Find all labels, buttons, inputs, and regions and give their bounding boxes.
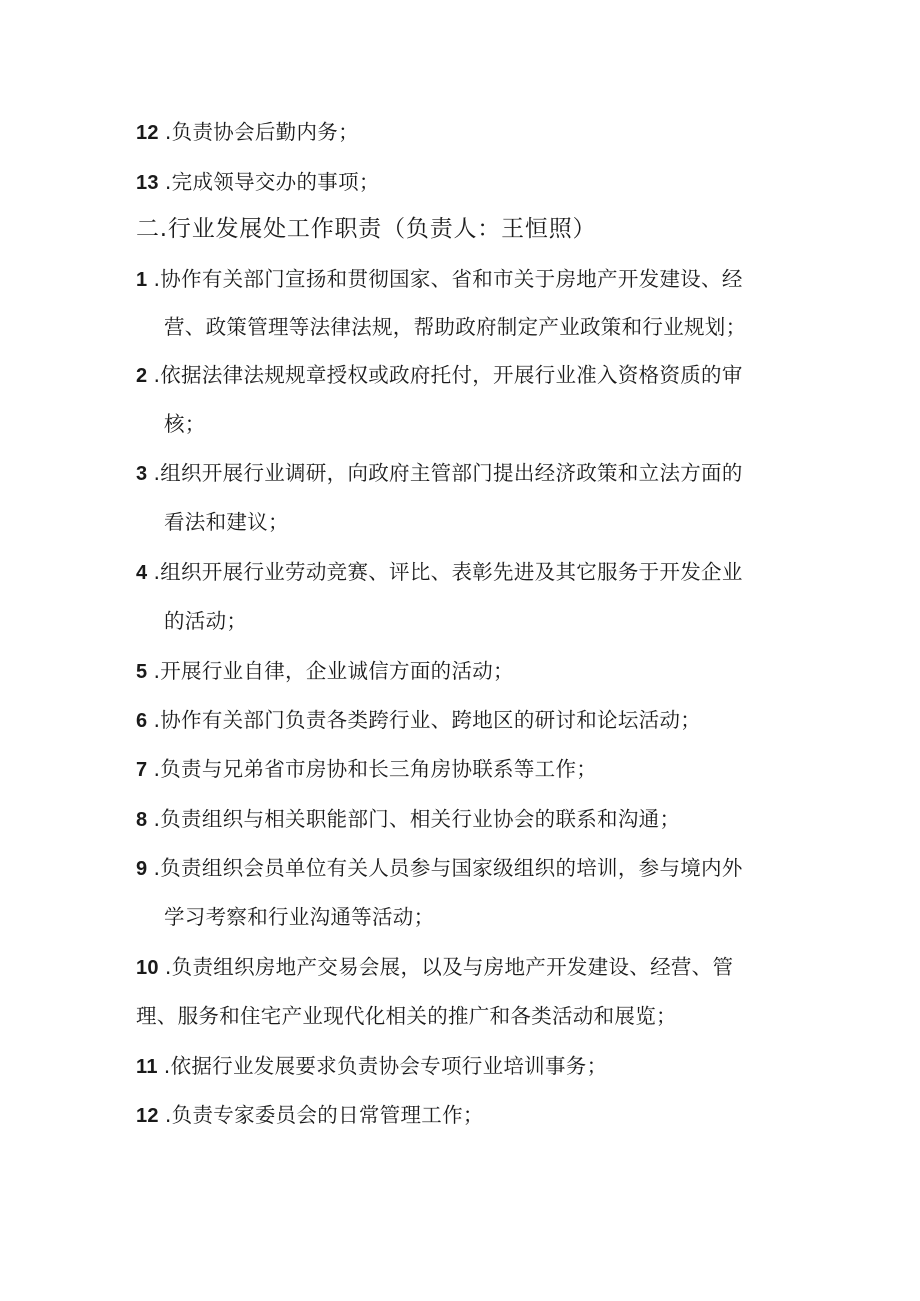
item-text: .负责与兄弟省市房协和长三角房协联系等工作； [153,757,598,781]
item-text: .依据法律法规规章授权或政府托付，开展行业准入资格资质的审 [153,363,743,387]
item-number: 1 [136,269,148,291]
item-text: .开展行业自律，企业诚信方面的活动； [153,659,514,683]
list-item [136,266,743,293]
list-item [136,954,733,981]
list-item [136,460,743,487]
list-item [136,169,380,196]
item-number: 12 [136,122,159,144]
list-item [136,1102,484,1129]
list-item [136,756,597,783]
item-number: 6 [136,710,148,732]
item-number: 3 [136,463,148,485]
item-continuation: 理、服务和住宅产业现代化相关的推广和各类活动和展览； [136,1004,677,1028]
item-number: 4 [136,562,148,584]
item-continuation: 营、政策管理等法律法规，帮助政府制定产业政策和行业规划； [164,315,747,339]
item-number: 7 [136,759,148,781]
list-item [136,658,514,685]
item-continuation: 看法和建议； [164,510,289,534]
list-item [136,1053,607,1080]
item-text: .负责组织与相关职能部门、相关行业协会的联系和沟通； [153,807,681,831]
list-item [136,559,743,586]
item-text: .协作有关部门宣扬和贯彻国家、省和市关于房地产开发建设、经 [153,267,743,291]
list-item [136,362,743,389]
item-text: .负责专家委员会的日常管理工作； [164,1103,484,1127]
item-number: 13 [136,172,159,194]
item-text: .组织开展行业劳动竞赛、评比、表彰先进及其它服务于开发企业 [153,560,743,584]
item-text: .负责组织会员单位有关人员参与国家级组织的培训，参与境内外 [153,856,743,880]
item-continuation: 的活动； [164,609,248,633]
item-text: .负责组织房地产交易会展，以及与房地产开发建设、经营、管 [164,955,734,979]
item-number: 10 [136,957,159,979]
item-text: .依据行业发展要求负责协会专项行业培训事务； [163,1054,608,1078]
item-number: 5 [136,661,148,683]
section-heading: 二.行业发展处工作职责（负责人：王恒照） [136,216,597,242]
item-text: .组织开展行业调研，向政府主管部门提出经济政策和立法方面的 [153,461,743,485]
item-continuation: 核； [164,412,206,436]
item-continuation: 学习考察和行业沟通等活动； [164,905,435,929]
list-item [136,806,680,833]
item-text: .完成领导交办的事项； [164,170,380,194]
item-number: 9 [136,858,148,880]
item-number: 11 [136,1056,158,1078]
list-item [136,707,701,734]
item-number: 12 [136,1105,159,1127]
item-text: .负责协会后勤内务； [164,120,359,144]
item-number: 8 [136,809,148,831]
item-text: .协作有关部门负责各类跨行业、跨地区的研讨和论坛活动； [153,708,702,732]
list-item [136,855,743,882]
list-item [136,119,359,146]
item-number: 2 [136,365,148,387]
